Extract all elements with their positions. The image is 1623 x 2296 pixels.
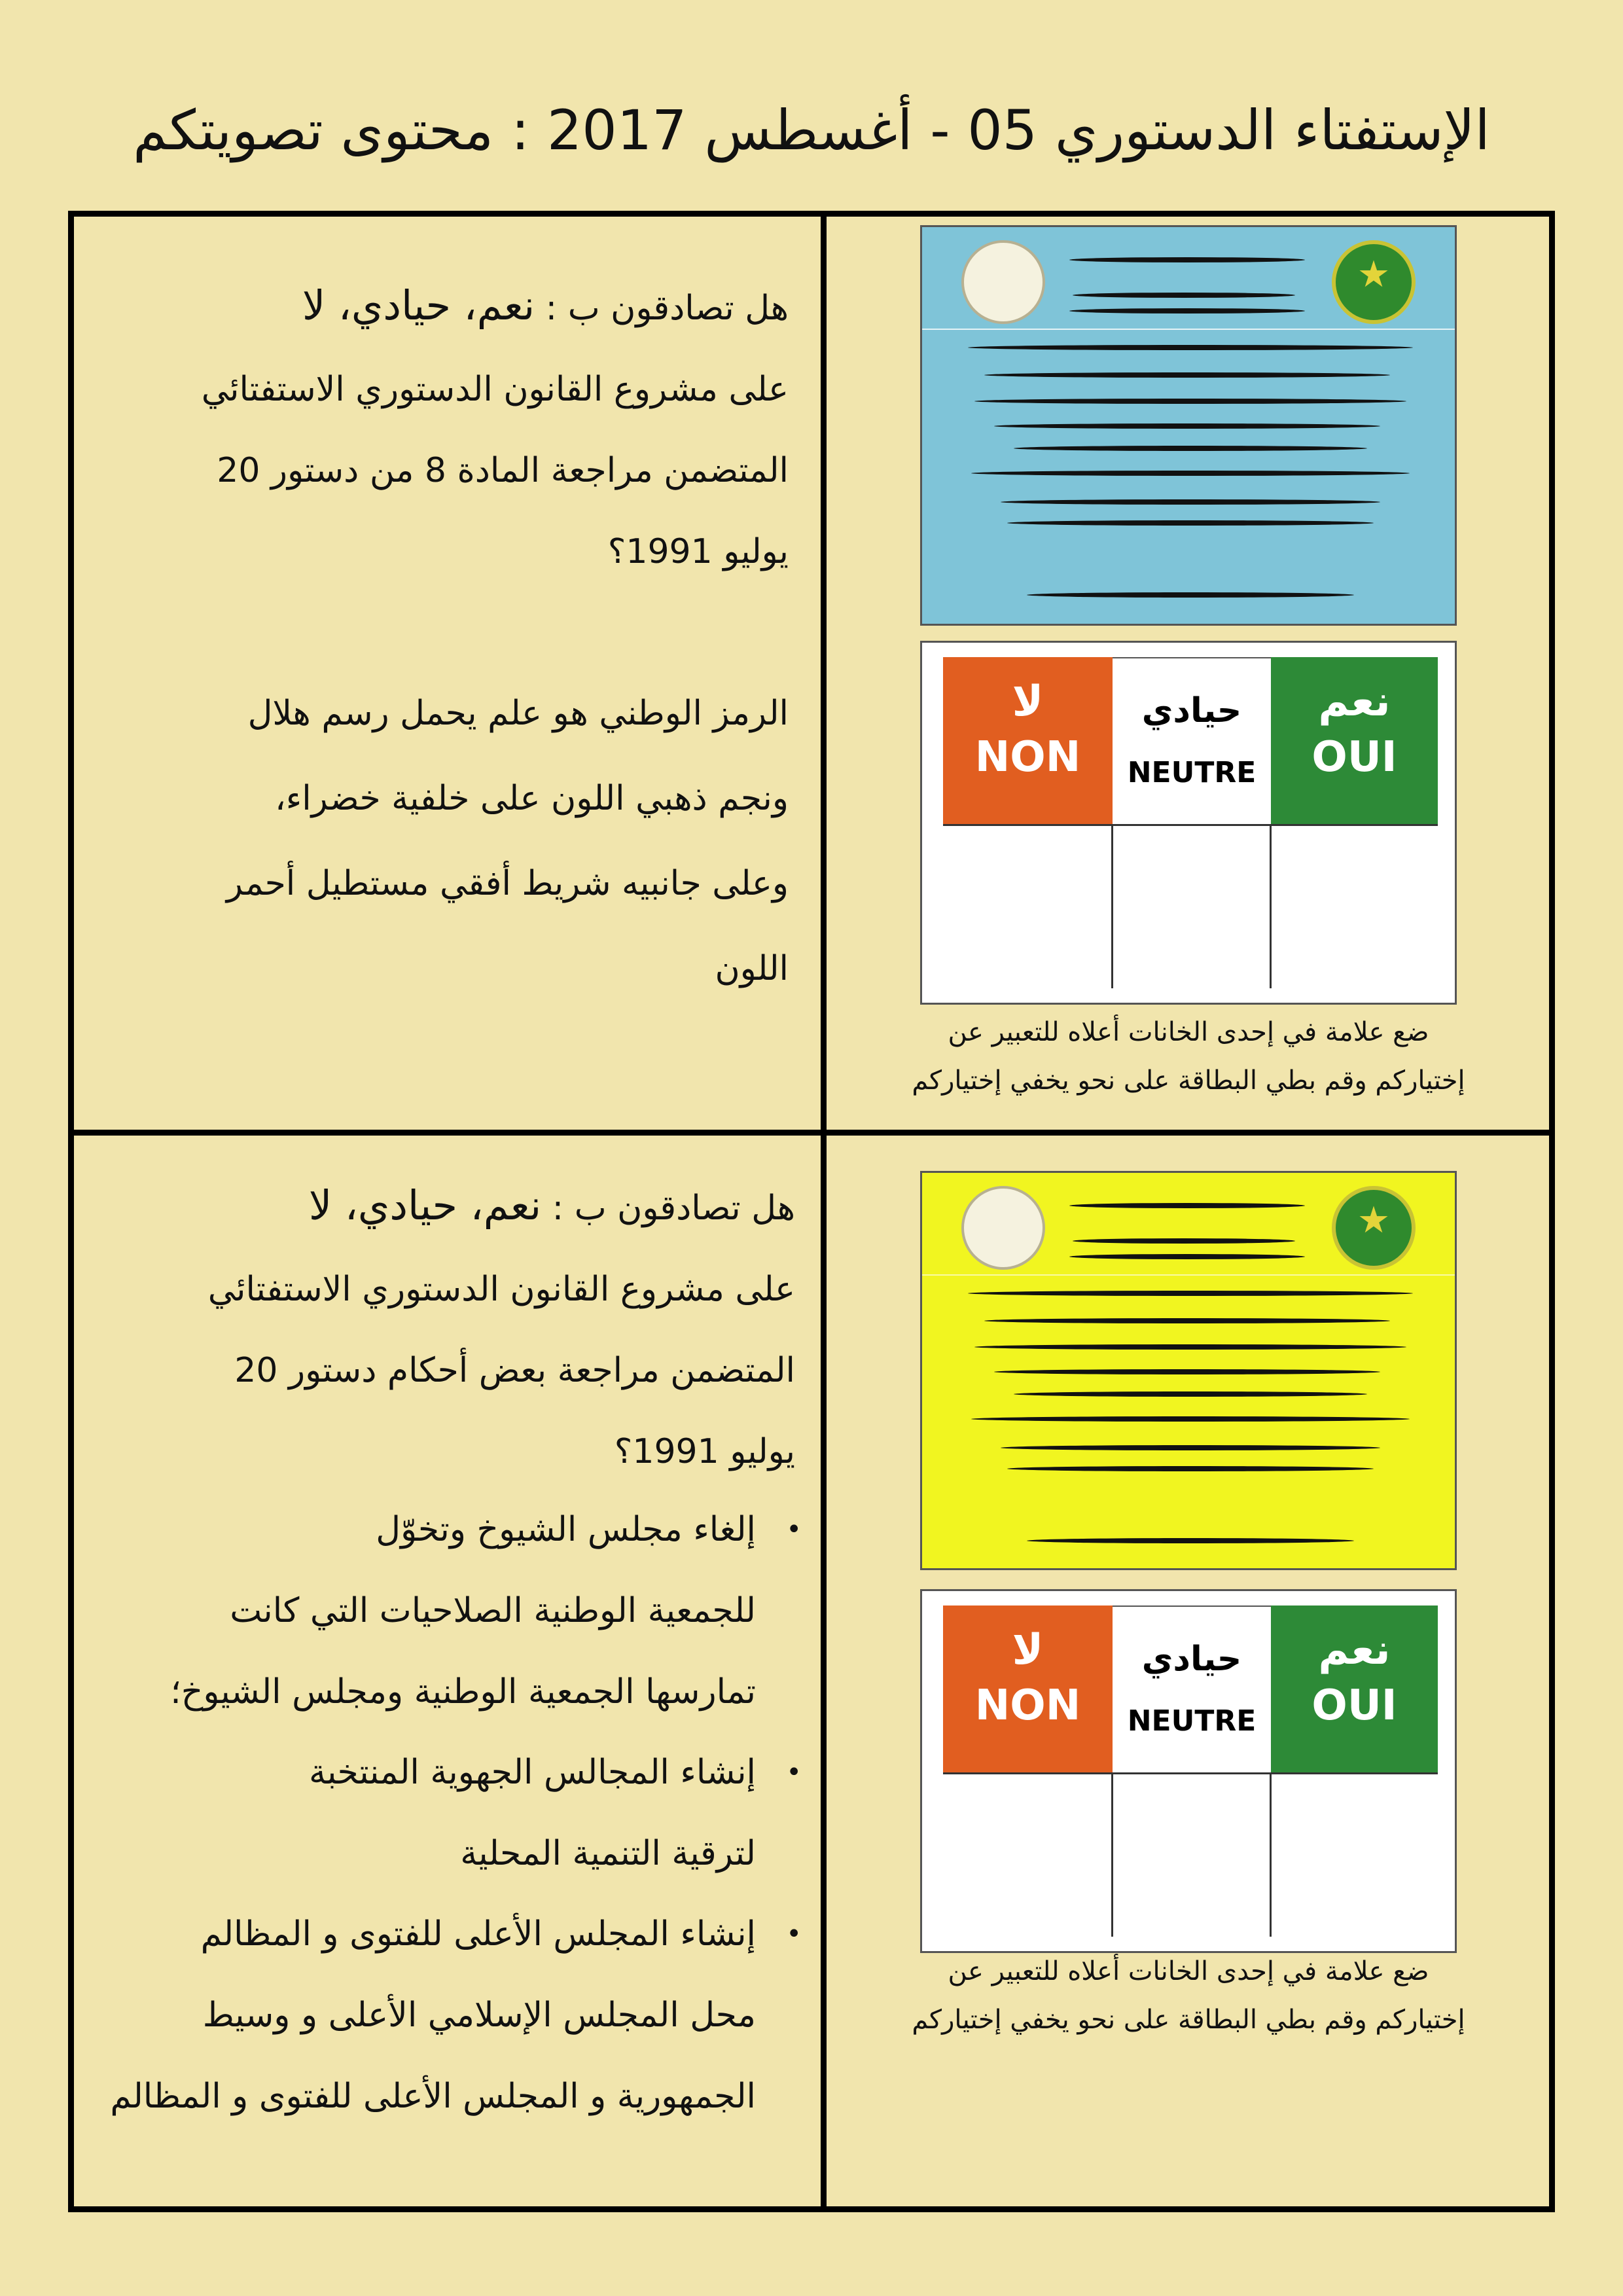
question-prefix: هل تصادقون ب :	[535, 289, 789, 328]
divider	[943, 824, 1438, 826]
question-line: على مشروع القانون الدستوري الاستفتائي	[201, 370, 789, 409]
option-label-ar: لا	[1012, 1626, 1044, 1674]
ballot-sheet-yellow	[920, 1171, 1457, 1570]
option-label-ar: حيادي	[1141, 691, 1242, 730]
instructions	[829, 1008, 1548, 1105]
text-placeholder-line	[974, 399, 1406, 404]
question-line: المتضمن مراجعة بعض أحكام دستور 20	[234, 1351, 795, 1390]
symbol-line: وعلى جانبيه شريط أفقي مستطيل أحمر	[226, 864, 789, 903]
option-label-fr: NEUTRE	[1127, 1704, 1257, 1738]
option-neutre[interactable]	[1113, 1605, 1271, 1772]
option-label-fr: NON	[974, 1681, 1081, 1730]
bullet-icon: •	[786, 1919, 802, 1949]
bullet-item	[69, 1893, 802, 2137]
option-label-fr: NEUTRE	[1127, 756, 1257, 789]
text-placeholder-line	[1007, 1466, 1374, 1471]
bullet-item	[69, 1489, 802, 1732]
symbol-line: ونجم ذهبي اللون على خلفية خضراء،	[274, 779, 789, 818]
instruction-line: إختياركم وقم بطي البطاقة على نحو يخفي إختياركم	[912, 1066, 1465, 1096]
option-label-ar: نعم	[1318, 677, 1391, 726]
commission-seal-icon	[961, 1186, 1045, 1270]
text-placeholder-line	[1069, 257, 1305, 262]
bullet-line: محل المجلس الإسلامي الأعلى و وسيط	[202, 1996, 756, 2035]
divider	[1270, 824, 1272, 988]
question-prefix: هل تصادقون ب :	[541, 1189, 795, 1228]
text-placeholder-line	[1027, 592, 1354, 598]
divider	[1270, 1772, 1272, 1937]
option-oui[interactable]	[1271, 1605, 1438, 1772]
bullet-line: إنشاء المجالس الجهوية المنتخبة	[308, 1753, 756, 1792]
option-label-fr: OUI	[1311, 1681, 1397, 1730]
option-label-ar: لا	[1012, 677, 1044, 726]
divider	[943, 1772, 1438, 1774]
instruction-line: إختياركم وقم بطي البطاقة على نحو يخفي إختياركم	[912, 2005, 1465, 2035]
divider	[1111, 824, 1113, 988]
divider	[922, 329, 1455, 330]
bullet-icon: •	[786, 1757, 802, 1787]
text-placeholder-line	[1001, 1445, 1380, 1450]
text-placeholder-line	[971, 1416, 1410, 1422]
option-label-ar: حيادي	[1141, 1640, 1242, 1679]
commission-seal-icon	[961, 240, 1045, 324]
text-placeholder-line	[968, 1291, 1413, 1296]
bullet-line: تمارسها الجمعية الوطنية ومجلس الشيوخ؛	[170, 1672, 756, 1712]
symbol-line: اللون	[715, 949, 789, 988]
bullet-line: إنشاء المجلس الأعلى للفتوى و المظالم	[200, 1914, 756, 1954]
text-placeholder-line	[1001, 499, 1380, 505]
page-title: الإستفتاء الدستوري 05 - أغسطس 2017 : محتوى تصويتكم	[133, 98, 1490, 162]
option-neutre[interactable]	[1113, 657, 1271, 824]
text-placeholder-line	[994, 1369, 1380, 1374]
text-placeholder-line	[968, 345, 1413, 350]
text-placeholder-line	[1014, 1391, 1367, 1397]
vote-card	[920, 1589, 1457, 1953]
text-placeholder-line	[994, 423, 1380, 429]
option-label-ar: نعم	[1318, 1626, 1391, 1674]
text-placeholder-line	[974, 1344, 1406, 1350]
instruction-line: ضع علامة في إحدى الخانات أعلاه للتعبير عن	[948, 1017, 1429, 1047]
question-line: على مشروع القانون الدستوري الاستفتائي	[207, 1270, 795, 1309]
instructions	[829, 1947, 1548, 2044]
question-2	[69, 1165, 795, 1492]
bullet-line: للجمعية الوطنية الصلاحيات التي كانت	[230, 1591, 756, 1630]
question-options: نعم، حيادي، لا	[302, 281, 535, 329]
bullet-item	[69, 1732, 802, 1894]
option-label-fr: OUI	[1311, 733, 1397, 781]
divider	[922, 1274, 1455, 1276]
vote-card	[920, 641, 1457, 1005]
national-emblem-icon: ★	[1332, 240, 1416, 324]
text-placeholder-line	[984, 1318, 1390, 1323]
question-options: نعم، حيادي، لا	[308, 1181, 542, 1229]
text-placeholder-line	[1027, 1538, 1354, 1543]
bullet-line: الجمهورية و المجلس الأعلى للفتوى و المظالم	[110, 2077, 756, 2116]
symbol-line: الرمز الوطني هو علم يحمل رسم هلال	[247, 694, 789, 733]
text-placeholder-line	[1069, 308, 1305, 314]
ballot-sheet-blue	[920, 225, 1457, 626]
row-divider	[68, 1130, 1555, 1136]
option-non[interactable]	[943, 657, 1113, 824]
bullet-icon: •	[786, 1515, 802, 1545]
text-placeholder-line	[1007, 520, 1374, 526]
option-oui[interactable]	[1271, 657, 1438, 824]
divider	[1111, 1772, 1113, 1937]
text-placeholder-line	[984, 372, 1390, 378]
question-line: المتضمن مراجعة المادة 8 من دستور 20	[217, 451, 789, 490]
text-placeholder-line	[1069, 1203, 1305, 1208]
instruction-line: ضع علامة في إحدى الخانات أعلاه للتعبير عن	[948, 1956, 1429, 1986]
bullet-line: إلغاء مجلس الشيوخ وتخوّل	[376, 1510, 756, 1549]
text-placeholder-line	[1073, 1238, 1295, 1244]
question-1	[82, 265, 789, 592]
option-non[interactable]	[943, 1605, 1113, 1772]
question-line: يوليو 1991؟	[607, 532, 789, 571]
option-label-fr: NON	[974, 733, 1081, 781]
text-placeholder-line	[1069, 1254, 1305, 1259]
column-divider	[821, 211, 827, 2212]
text-placeholder-line	[1014, 446, 1367, 451]
national-symbol-text	[82, 671, 789, 1011]
question-line: يوليو 1991؟	[614, 1432, 795, 1471]
text-placeholder-line	[971, 471, 1410, 476]
national-emblem-icon: ★	[1332, 1186, 1416, 1270]
bullet-line: لترقية التنمية المحلية	[460, 1834, 756, 1873]
text-placeholder-line	[1073, 293, 1295, 298]
